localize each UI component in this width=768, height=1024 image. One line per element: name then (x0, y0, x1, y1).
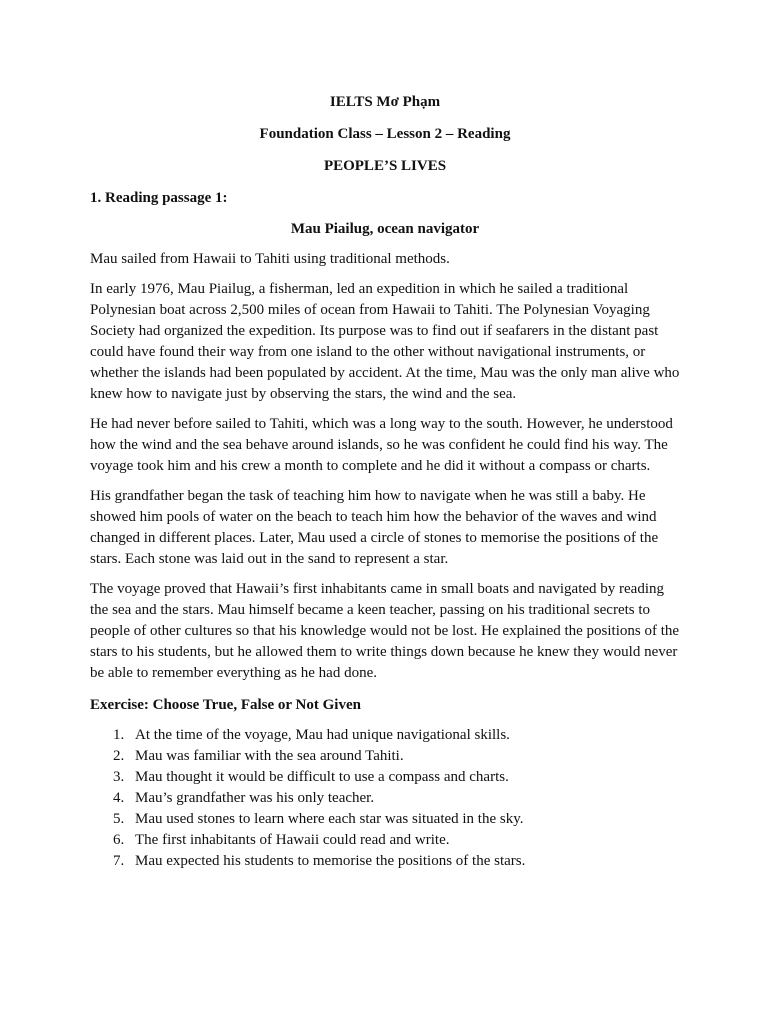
question-item (90, 851, 680, 872)
school-name: IELTS Mơ Phạm (329, 94, 441, 110)
passage-paragraph-4: The voyage proved that Hawaii’s first inhabitants came in small boats and navigated by reading the sea and the stars. Mau himself became a keen teacher, passing on his traditional secrets to people of other cultures so that his knowledge would not be lost. He explained the positions of the stars to his students, but he allowed them to write things down because he knew they would never be able to remember everything as he had done. (90, 581, 680, 681)
question-item (90, 746, 680, 767)
question-text: Mau’s grandfather was his only teacher. (135, 790, 375, 806)
passage-intro: Mau sailed from Hawaii to Tahiti using traditional methods. (90, 251, 450, 267)
question-item (90, 830, 680, 851)
question-text: Mau thought it would be difficult to use a compass and charts. (135, 769, 509, 785)
question-number: 7. (113, 853, 125, 869)
question-number: 3. (113, 769, 125, 785)
class-lesson-title: Foundation Class – Lesson 2 – Reading (259, 126, 511, 142)
question-number: 4. (113, 790, 125, 806)
question-text: Mau was familiar with the sea around Tahiti. (135, 748, 404, 764)
topic-title: PEOPLE’S LIVES (323, 158, 447, 174)
exercise-heading: Exercise: Choose True, False or Not Given (90, 697, 361, 713)
passage-paragraph-2: He had never before sailed to Tahiti, which was a long way to the south. However, he understood how the wind and the sea behave around islands, so he was confident he could find his way. The voyage took him and his crew a month to complete and he did it without a compass or charts. (90, 416, 673, 474)
document-page (90, 93, 680, 872)
question-number: 1. (113, 727, 125, 743)
question-number: 6. (113, 832, 125, 848)
question-text: Mau expected his students to memorise the positions of the stars. (135, 853, 526, 869)
question-list (90, 725, 680, 872)
question-item (90, 788, 680, 809)
question-item (90, 809, 680, 830)
passage-title: Mau Piailug, ocean navigator (290, 221, 480, 237)
question-item (90, 725, 680, 746)
section-heading: 1. Reading passage 1: (90, 190, 228, 206)
question-text: At the time of the voyage, Mau had unique navigational skills. (135, 727, 510, 743)
passage-paragraph-3: His grandfather began the task of teaching him how to navigate when he was still a baby. He showed him pools of water on the beach to teach him how the behavior of the waves and wind changed in different places. Later, Mau used a circle of stones to memorise the positions of the stars. Each stone was laid out in the sand to represent a star. (90, 488, 659, 567)
question-text: The first inhabitants of Hawaii could read and write. (135, 832, 450, 848)
passage-paragraph-1: In early 1976, Mau Piailug, a fisherman, led an expedition in which he sailed a traditional Polynesian boat across 2,500 miles of ocean from Hawaii to Tahiti. The Polynesian Voyaging Society had organized the expedition. Its purpose was to find out if seafarers in the distant past could have found their way from one island to the other without navigational instruments, or whether the islands had been populated by accident. At the time, Mau was the only man alive who knew how to navigate just by observing the stars, the wind and the sea. (90, 281, 680, 402)
question-item (90, 767, 680, 788)
question-number: 2. (113, 748, 125, 764)
question-text: Mau used stones to learn where each star was situated in the sky. (135, 811, 524, 827)
question-number: 5. (113, 811, 125, 827)
